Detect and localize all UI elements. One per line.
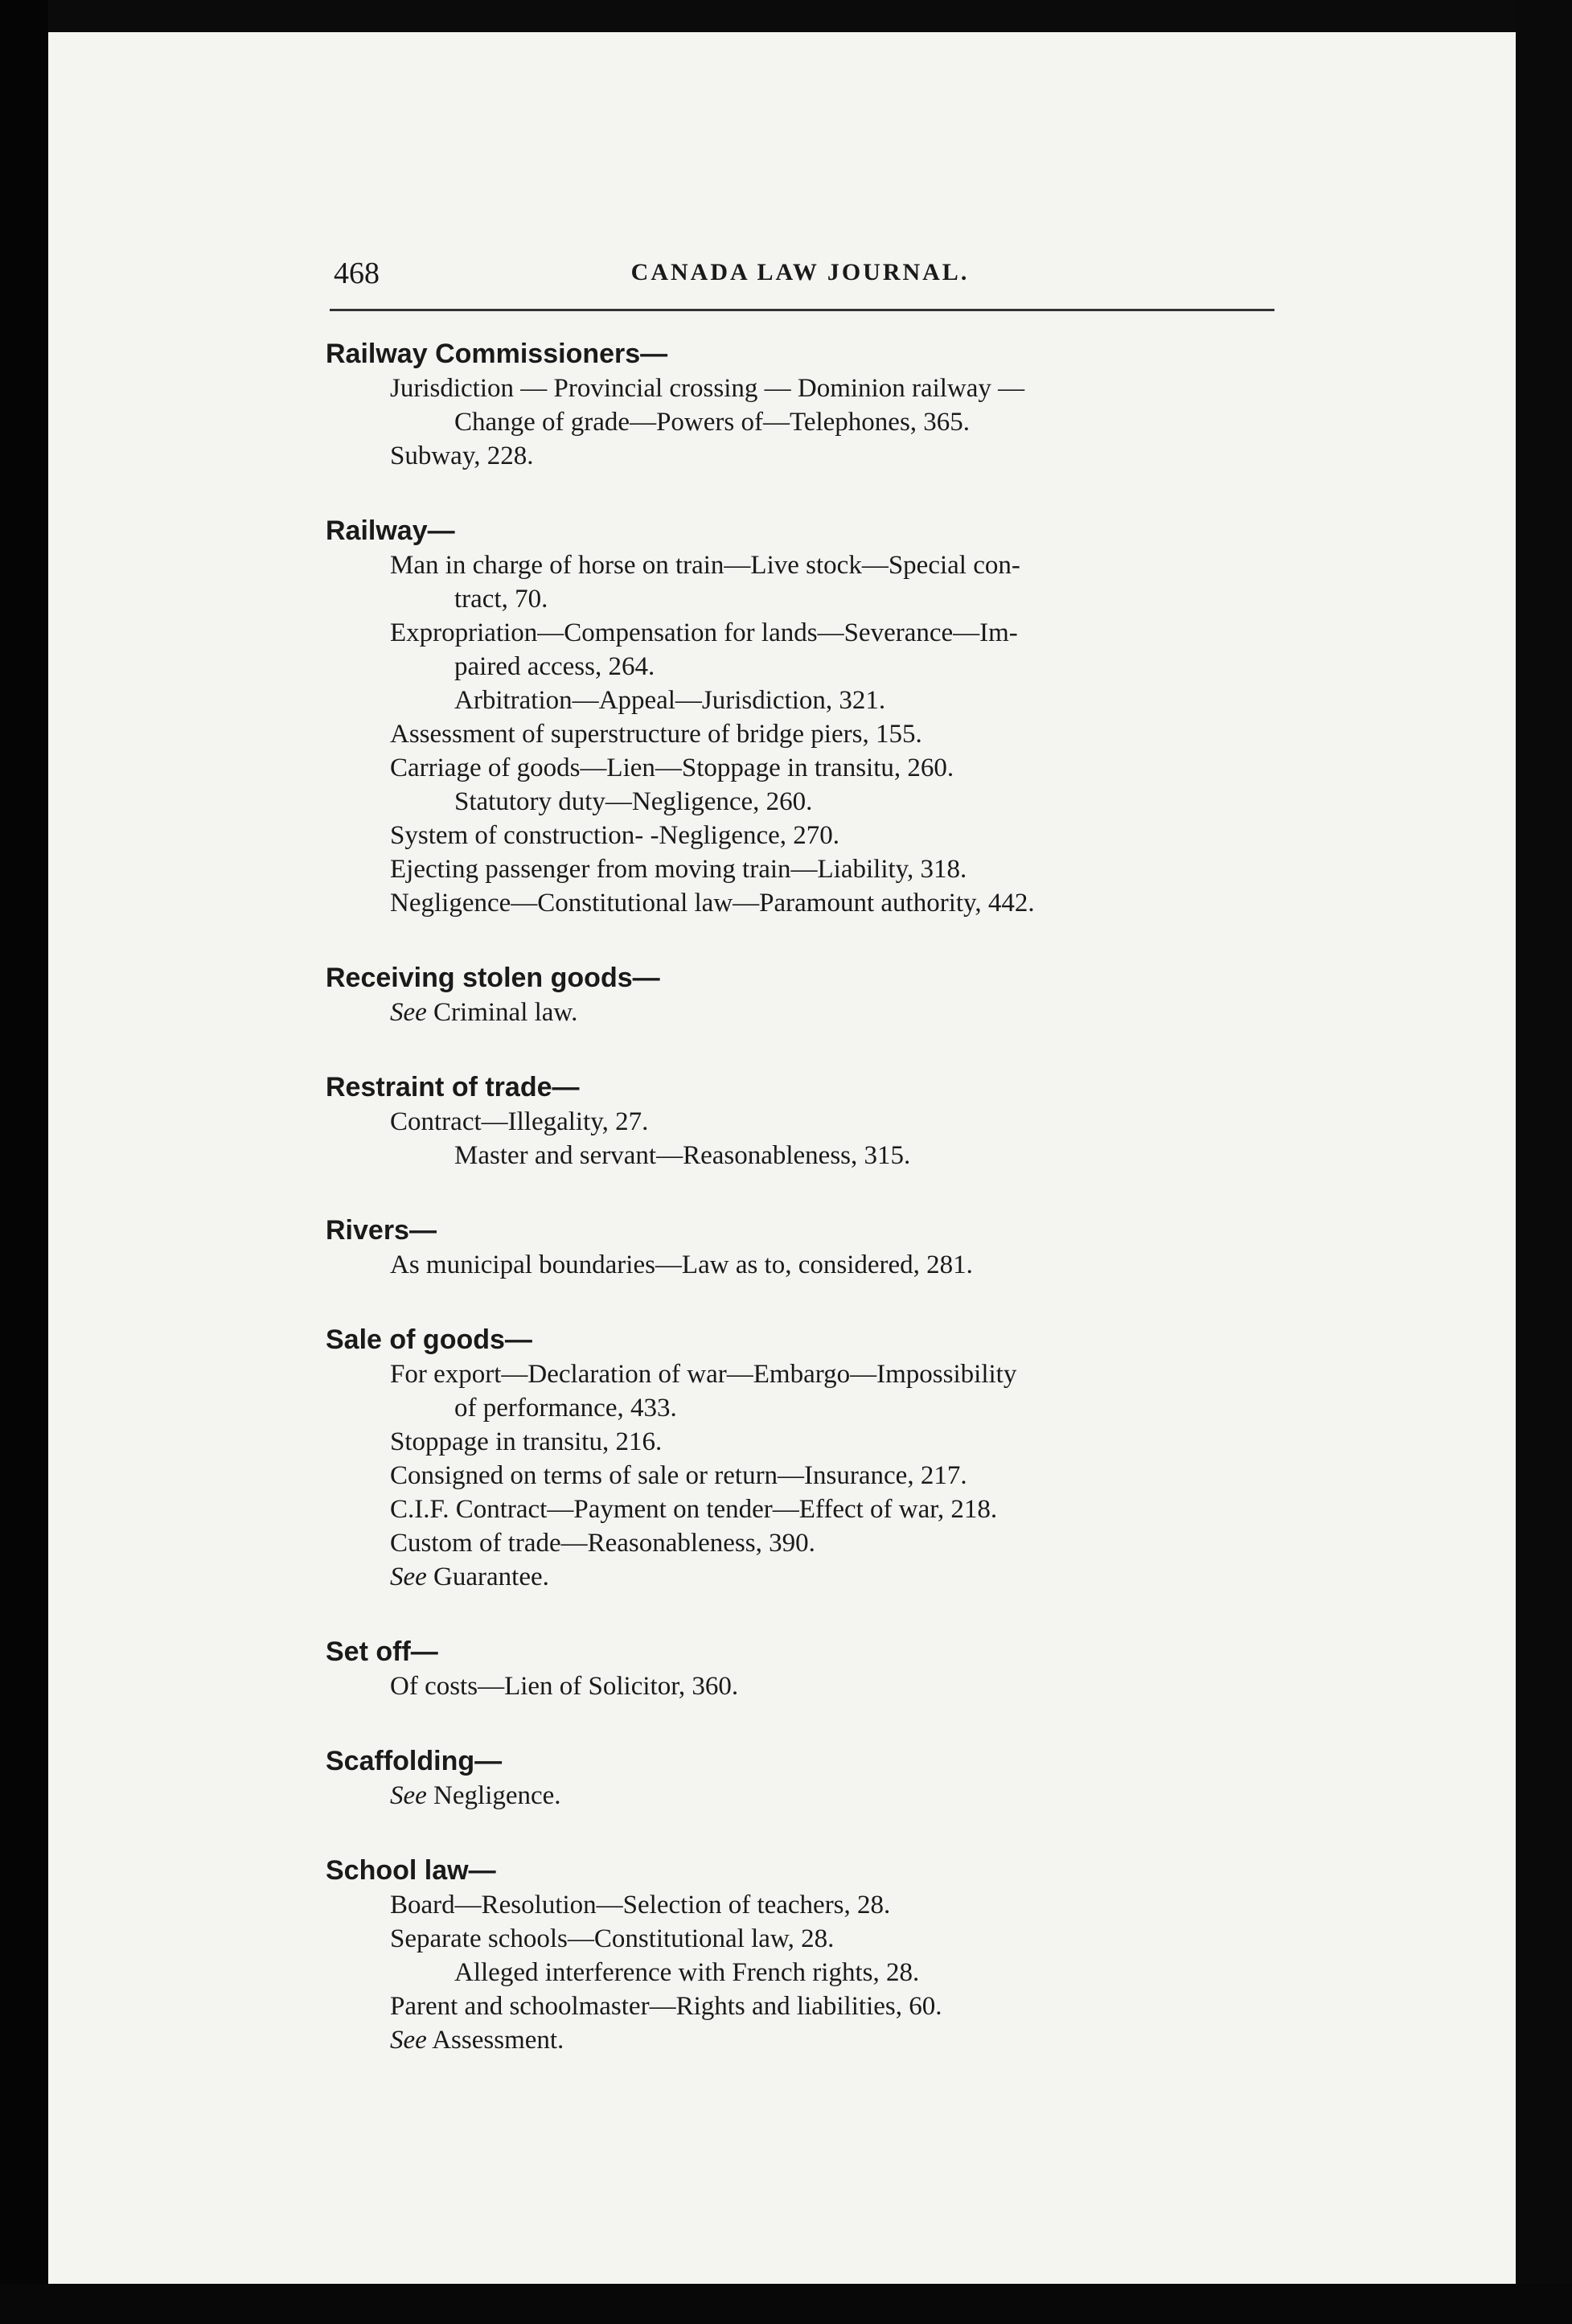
index-list (326, 338, 1279, 2099)
entry-heading: Railway— (326, 515, 455, 546)
index-subentry: Arbitration—Appeal—Jurisdiction, 321. (454, 686, 886, 715)
index-subentry: Change of grade—Powers of—Telephones, 365. (454, 408, 971, 437)
entry-heading: School law— (326, 1855, 496, 1886)
index-subentry: Negligence—Constitutional law—Paramount authority, 442. (390, 889, 1035, 918)
index-subentry: paired access, 264. (454, 652, 655, 681)
index-subentry: As municipal boundaries—Law as to, considered, 281. (390, 1250, 973, 1279)
index-subentry: of performance, 433. (454, 1394, 677, 1423)
index-entry (326, 338, 1279, 473)
index-subentry: Consigned on terms of sale or return—Insurance, 217. (390, 1461, 967, 1490)
cross-reference: See Guarantee. (390, 1562, 549, 1591)
entry-heading: Scaffolding— (326, 1746, 503, 1776)
header-rule (330, 309, 1274, 311)
index-subentry: Master and servant—Reasonableness, 315. (454, 1141, 911, 1170)
index-subentry: Stoppage in transitu, 216. (390, 1427, 663, 1456)
index-entry (326, 1745, 1279, 1813)
index-subentry: Custom of trade—Reasonableness, 390. (390, 1529, 815, 1558)
index-subentry: Contract—Illegality, 27. (390, 1107, 649, 1136)
index-entry (326, 1214, 1279, 1282)
cross-reference: See Assessment. (390, 2026, 564, 2055)
index-entry (326, 1071, 1279, 1172)
index-subentry: For export—Declaration of war—Embargo—Impossibility (390, 1360, 1017, 1389)
index-entry (326, 1324, 1279, 1594)
index-subentry: Jurisdiction — Provincial crossing — Dominion railway — (390, 374, 1025, 403)
entry-heading: Railway Commissioners— (326, 339, 668, 369)
entry-heading: Sale of goods— (326, 1324, 532, 1355)
entry-heading: Receiving stolen goods— (326, 963, 660, 993)
scan-border-bottom (0, 2284, 1572, 2324)
entry-heading: Rivers— (326, 1215, 437, 1246)
index-subentry: Carriage of goods—Lien—Stoppage in transitu, 260. (390, 753, 954, 782)
index-subentry: Parent and schoolmaster—Rights and liabilities, 60. (390, 1992, 942, 2021)
index-subentry: Alleged interference with French rights, 28. (454, 1958, 920, 1987)
scan-border-left (0, 0, 48, 2324)
see-label: See (390, 998, 427, 1027)
index-subentry: Subway, 228. (390, 441, 534, 470)
running-header (334, 256, 1266, 296)
cross-reference: See Negligence. (390, 1781, 561, 1810)
index-subentry: Ejecting passenger from moving train—Liability, 318. (390, 855, 967, 884)
index-subentry: Man in charge of horse on train—Live stock—Special con- (390, 551, 1020, 580)
index-subentry: C.I.F. Contract—Payment on tender—Effect of war, 218. (390, 1495, 998, 1524)
cross-reference: See Criminal law. (390, 998, 578, 1027)
index-subentry: System of construction- -Negligence, 270. (390, 821, 840, 850)
index-entry (326, 962, 1279, 1029)
index-entry (326, 1854, 1279, 2057)
index-subentry: Expropriation—Compensation for lands—Severance—Im- (390, 618, 1018, 647)
see-label: See (390, 2026, 427, 2055)
index-subentry: Separate schools—Constitutional law, 28. (390, 1924, 835, 1953)
see-label: See (390, 1781, 427, 1810)
scan-border-right (1516, 0, 1572, 2324)
entry-heading: Set off— (326, 1636, 438, 1667)
entry-heading: Restraint of trade— (326, 1072, 580, 1102)
journal-title: CANADA LAW JOURNAL. (630, 259, 970, 285)
index-entry (326, 1636, 1279, 1703)
index-subentry: Statutory duty—Negligence, 260. (454, 787, 813, 816)
index-subentry: tract, 70. (454, 585, 548, 614)
see-label: See (390, 1562, 427, 1591)
page-number: 468 (334, 257, 380, 290)
index-entry (326, 515, 1279, 920)
index-subentry: Of costs—Lien of Solicitor, 360. (390, 1672, 739, 1701)
index-subentry: Board—Resolution—Selection of teachers, 28. (390, 1891, 891, 1920)
index-subentry: Assessment of superstructure of bridge piers, 155. (390, 720, 922, 749)
